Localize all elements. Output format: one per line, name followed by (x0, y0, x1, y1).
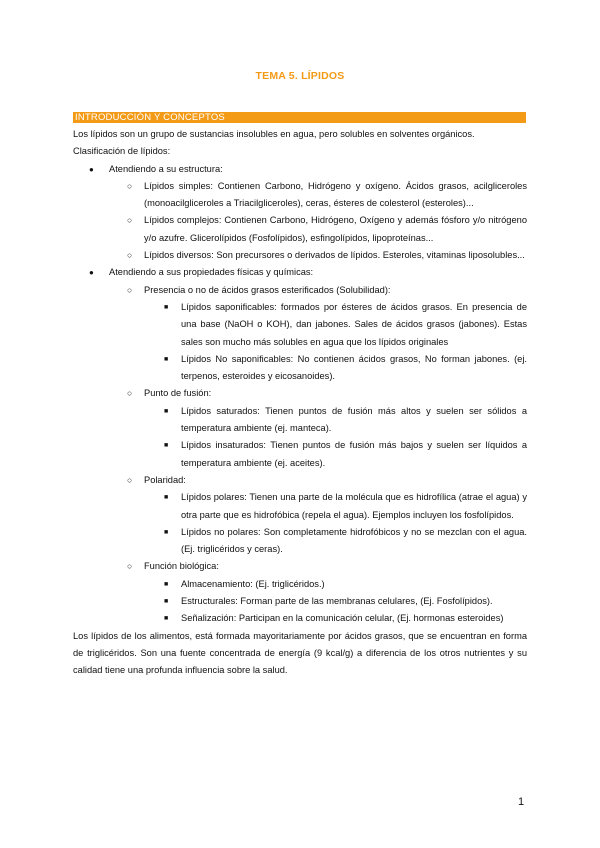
list-item (144, 437, 527, 472)
list-item (73, 264, 527, 627)
circle-bullet-icon: ○ (127, 215, 133, 226)
melting-point-list (144, 403, 527, 472)
list-item (144, 593, 527, 610)
list-item (144, 351, 527, 386)
group-item: Lípidos insaturados: Tienen puntos de fusión más bajos y suelen ser líquidos a temperatura ambiente (ej. aceites). (181, 440, 527, 468)
square-bullet-icon: ■ (164, 442, 169, 450)
list-item (109, 472, 527, 558)
square-bullet-icon: ■ (164, 303, 169, 311)
page-number: 1 (518, 796, 525, 808)
list-item (144, 576, 527, 593)
square-bullet-icon: ■ (164, 494, 169, 502)
list-item (144, 489, 527, 524)
group-label: Punto de fusión: (144, 388, 212, 399)
structure-item: Lípidos simples: Contienen Carbono, Hidrógeno y oxígeno. Ácidos grasos, acilgliceroles (monoacilgliceroles a Triacilgliceroles), ceras, ésteres de colesterol (esteroles)... (144, 180, 527, 209)
properties-list (109, 282, 527, 628)
bullet-icon: ● (89, 268, 94, 278)
group-item: Lípidos saponificables: formados por ésteres de ácidos grasos. En presencia de una base (NaOH o KOH), dan jabones. Sales de ácidos grasos (jabones). Estas sales son mucho más solubles en agua que los lípidos originales (181, 301, 527, 347)
group-item: Estructurales: Forman parte de las membranas celulares, (Ej. Fosfolípidos). (181, 596, 493, 607)
square-bullet-icon: ■ (164, 407, 169, 415)
biological-function-list (144, 576, 527, 628)
structure-list (109, 178, 527, 264)
list-item (144, 610, 527, 627)
structure-item: Lípidos complejos: Contienen Carbono, Hidrógeno, Oxígeno y además fósforo y/o nitrógeno y/o azufre. Glicerolípidos (Fosfolípidos), esfingolípidos, lipoproteínas... (144, 215, 527, 243)
classification-list (73, 161, 527, 628)
square-bullet-icon: ■ (164, 528, 169, 536)
document-body (73, 126, 527, 680)
structure-label: Atendiendo a su estructura: (109, 163, 223, 174)
circle-bullet-icon: ○ (127, 474, 133, 485)
list-item (109, 178, 527, 213)
list-item (109, 247, 527, 264)
properties-label: Atendiendo a sus propiedades físicas y químicas: (109, 267, 314, 278)
group-label: Polaridad: (144, 474, 186, 485)
group-item: Señalización: Participan en la comunicación celular, (Ej. hormonas esteroides) (181, 613, 504, 624)
closing-paragraph: Los lípidos de los alimentos, está formada mayoritariamente por ácidos grasos, que se encuentran en forma de triglicéridos. Son una fuente concentrada de energía (9 kcal/g) a diferencia de los otros nutrientes y su calidad tiene una profunda influencia sobre la salud. (73, 630, 527, 676)
circle-bullet-icon: ○ (127, 561, 133, 572)
group-item: Lípidos no polares: Son completamente hidrofóbicos y no se mezclan con el agua. (Ej. triglicéridos y ceras). (181, 526, 527, 555)
group-item: Lípidos polares: Tienen una parte de la molécula que es hidrofílica (atrae el agua) y otra parte que es hidrofóbica (repela el agua). Ejemplos incluyen los fosfolípidos. (181, 492, 527, 520)
circle-bullet-icon: ○ (127, 180, 133, 191)
classification-label: Clasificación de lípidos: (73, 146, 171, 157)
structure-item: Lípidos diversos: Son precursores o derivados de lípidos. Esteroles, vitaminas liposolubles... (144, 250, 525, 261)
list-item (109, 282, 527, 386)
square-bullet-icon: ■ (164, 598, 169, 606)
list-item (109, 385, 527, 471)
group-item: Lípidos saturados: Tienen puntos de fusión más altos y suelen ser sólidos a temperatura ambiente (ej. manteca). (181, 405, 527, 434)
square-bullet-icon: ■ (164, 355, 169, 363)
polarity-list (144, 489, 527, 558)
list-item (144, 524, 527, 559)
section-heading: INTRODUCCIÓN Y CONCEPTOS (73, 112, 526, 123)
list-item (109, 212, 527, 247)
list-item (73, 161, 527, 265)
circle-bullet-icon: ○ (127, 284, 133, 295)
group-item: Lípidos No saponificables: No contienen ácidos grasos, No forman jabones. (ej. terpenos, esteroides y eicosanoides). (181, 353, 527, 382)
list-item (144, 299, 527, 351)
page-title: TEMA 5. LÍPIDOS (255, 70, 345, 82)
intro-paragraph: Los lípidos son un grupo de sustancias insolubles en agua, pero solubles en solventes orgánicos. (73, 129, 475, 139)
list-item (144, 403, 527, 438)
circle-bullet-icon: ○ (127, 388, 133, 399)
bullet-icon: ● (89, 164, 94, 174)
list-item (109, 558, 527, 627)
group-item: Almacenamiento: (Ej. triglicéridos.) (181, 578, 325, 589)
group-label: Presencia o no de ácidos grasos esterificados (Solubilidad): (144, 284, 391, 295)
square-bullet-icon: ■ (164, 615, 169, 623)
group-label: Función biológica: (144, 561, 219, 572)
square-bullet-icon: ■ (164, 580, 169, 588)
solubility-list (144, 299, 527, 385)
circle-bullet-icon: ○ (127, 250, 133, 261)
